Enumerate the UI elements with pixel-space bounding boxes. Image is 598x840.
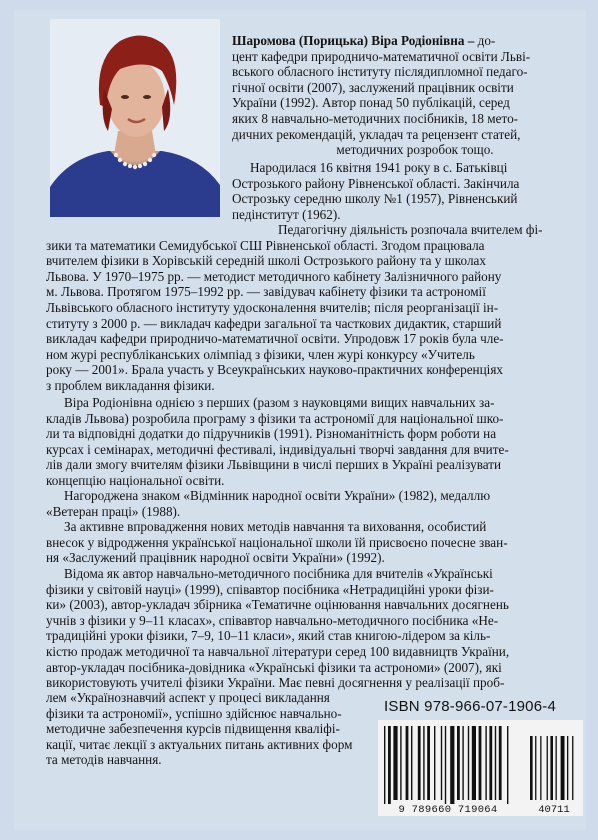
- barcode: [378, 720, 583, 816]
- barcode-bar: [450, 726, 454, 806]
- barcode-addon-bar: [530, 736, 533, 800]
- barcode-addon-digits: 40711: [529, 804, 579, 816]
- barcode-bar: [411, 726, 412, 800]
- barcode-bars: [378, 720, 583, 816]
- isbn-label: ISBN 978-966-07-1906-4: [384, 698, 557, 715]
- bio-career: Педагогічну діяльність розпочала вчителем фі- зики та математики Семидубської СШ Рівненської області. Згодом працювала вчителем фізики в Хорівській середній школі Острозького району та у школах Львова. У 1970–1975 рр. — методист методичного кабінету Залізничного району м. Львова. Протягом 1975–1992 рр. — завідувач кабінету фізики та астрономії Львівського обласного інституту удосконалення вчителів; після реорганізації ін- ституту з 2000 р. — викладач кафедри загальної та часткових дидактик, старший викладач кафедри природничо-математичної освіти. Упродовж 17 років була чле- ном журі республіканських олімпіад з фізики, член журі конкурсу «Учитель року — 2001». Брала участь у Всеукраїнських науково-практичних конференціях з проблем викладання фізики.: [46, 222, 543, 393]
- barcode-addon-bar: [556, 736, 557, 800]
- barcode-bar: [489, 726, 492, 800]
- bio-publications: Відома як автор навчально-методичного посібника для вчителів «Українські фізики у світовій науці» (1999), співавтор посібника «Нетрадиційні уроки фізи- ки» (2003), автор-укладач збірника «Тематичне оцінювання навчальних досягнень учнів з фізики у 9–11 класах», співавтор навчально-методичного посібника «Не- традиційні уроки фізики, 7–9, 10–11 класи», який став книгою-лідером за кіль- кістю продаж методичної та навчальної літератури серед 100 видавництв України, автор-укладач посібника-довідника «Українські фізики та астрономи» (2007), які використовують учителі фізики України. Має певні досягнення у реалізації проб-: [46, 566, 510, 691]
- barcode-bar: [499, 726, 502, 800]
- barcode-bar: [434, 726, 435, 800]
- barcode-addon-bar: [547, 736, 548, 800]
- barcode-bar: [445, 726, 446, 806]
- barcode-bar: [400, 726, 401, 800]
- barcode-bar: [423, 726, 424, 800]
- barcode-bar: [468, 726, 469, 800]
- barcode-addon-bar: [572, 736, 573, 800]
- barcode-bar: [441, 726, 442, 800]
- barcode-bar: [406, 726, 409, 800]
- barcode-bar: [418, 726, 421, 800]
- barcode-bar: [457, 726, 460, 800]
- barcode-bar: [472, 726, 476, 800]
- author-photo: [50, 19, 220, 217]
- barcode-addon-bar: [535, 736, 536, 800]
- author-name: Шаромова (Порицька): [232, 33, 368, 48]
- bio-intro: Шаромова (Порицька) Віра Родіонівна – до- цент кафедри природничо-математичної освіти Льві- вського обласного інституту післядипломної педаго- гічної освіти (2007), заслужений працівник освіти України (1992). Автор понад 50 публікацій, серед яких 8 навчально-методичних посібників, 18 мето- дичних рекомендацій, укладач та рецензент статей, методичних розробок тощо.: [232, 33, 531, 158]
- bio-publications-tail: лем «Українознавчий аспект у процесі викладання фізики та астрономії», успішно здійснює навчально- методичне забезпечення курсів підвищення кваліфі- кації, читає лекції з актуальних питань активних форм та методів навчання.: [46, 690, 353, 768]
- barcode-addon-bar: [550, 736, 553, 800]
- barcode-bar: [485, 726, 486, 800]
- barcode-bar: [507, 726, 508, 806]
- barcode-addon-bar: [561, 736, 565, 800]
- barcode-bar: [393, 726, 397, 800]
- barcode-bar: [388, 726, 391, 806]
- barcode-bar: [495, 726, 496, 800]
- bio-program: Віра Родіонівна однією з перших (разом з науковцями вищих навчальних за- кладів Львова) розробила програму з фізики та астрономії для національної шко- ли та відповідні додатки до підручників (1991). Різноманітність форм роботи на курсах і семінарах, методичні фестивалі, індивідуальні творчі завдання для вчите- лів дали змогу вчителям фізики Львівщини в числі перших в Україні реалізувати концепцію національної освіти.: [46, 395, 509, 488]
- bio-honorary-title: За активне впровадження нових методів навчання та виховання, особистий внесок у відродження української національної школи їй присвоєно почесне зван- ня «Заслужений працівник народної освіти України» (1992).: [46, 519, 508, 566]
- barcode-bar: [479, 726, 482, 800]
- bio-birth: Народилася 16 квітня 1941 року в с. Батьківці Острозького району Рівненської області. Закінчила Острозьку середню школу №1 (1957), Рівненський педінститут (1962).: [232, 160, 520, 222]
- bio-awards: Нагороджена знаком «Відмінник народної освіти України» (1982), медаллю «Ветеран праці» (1988).: [46, 488, 491, 519]
- author-name-rest: Віра Родіонівна –: [371, 33, 475, 48]
- barcode-bar: [462, 726, 463, 800]
- barcode-bar: [427, 726, 430, 800]
- barcode-digits: 9 789660 719064: [378, 804, 518, 816]
- barcode-bar: [384, 726, 385, 806]
- barcode-addon-bar: [567, 736, 568, 800]
- barcode-addon-bar: [540, 736, 541, 800]
